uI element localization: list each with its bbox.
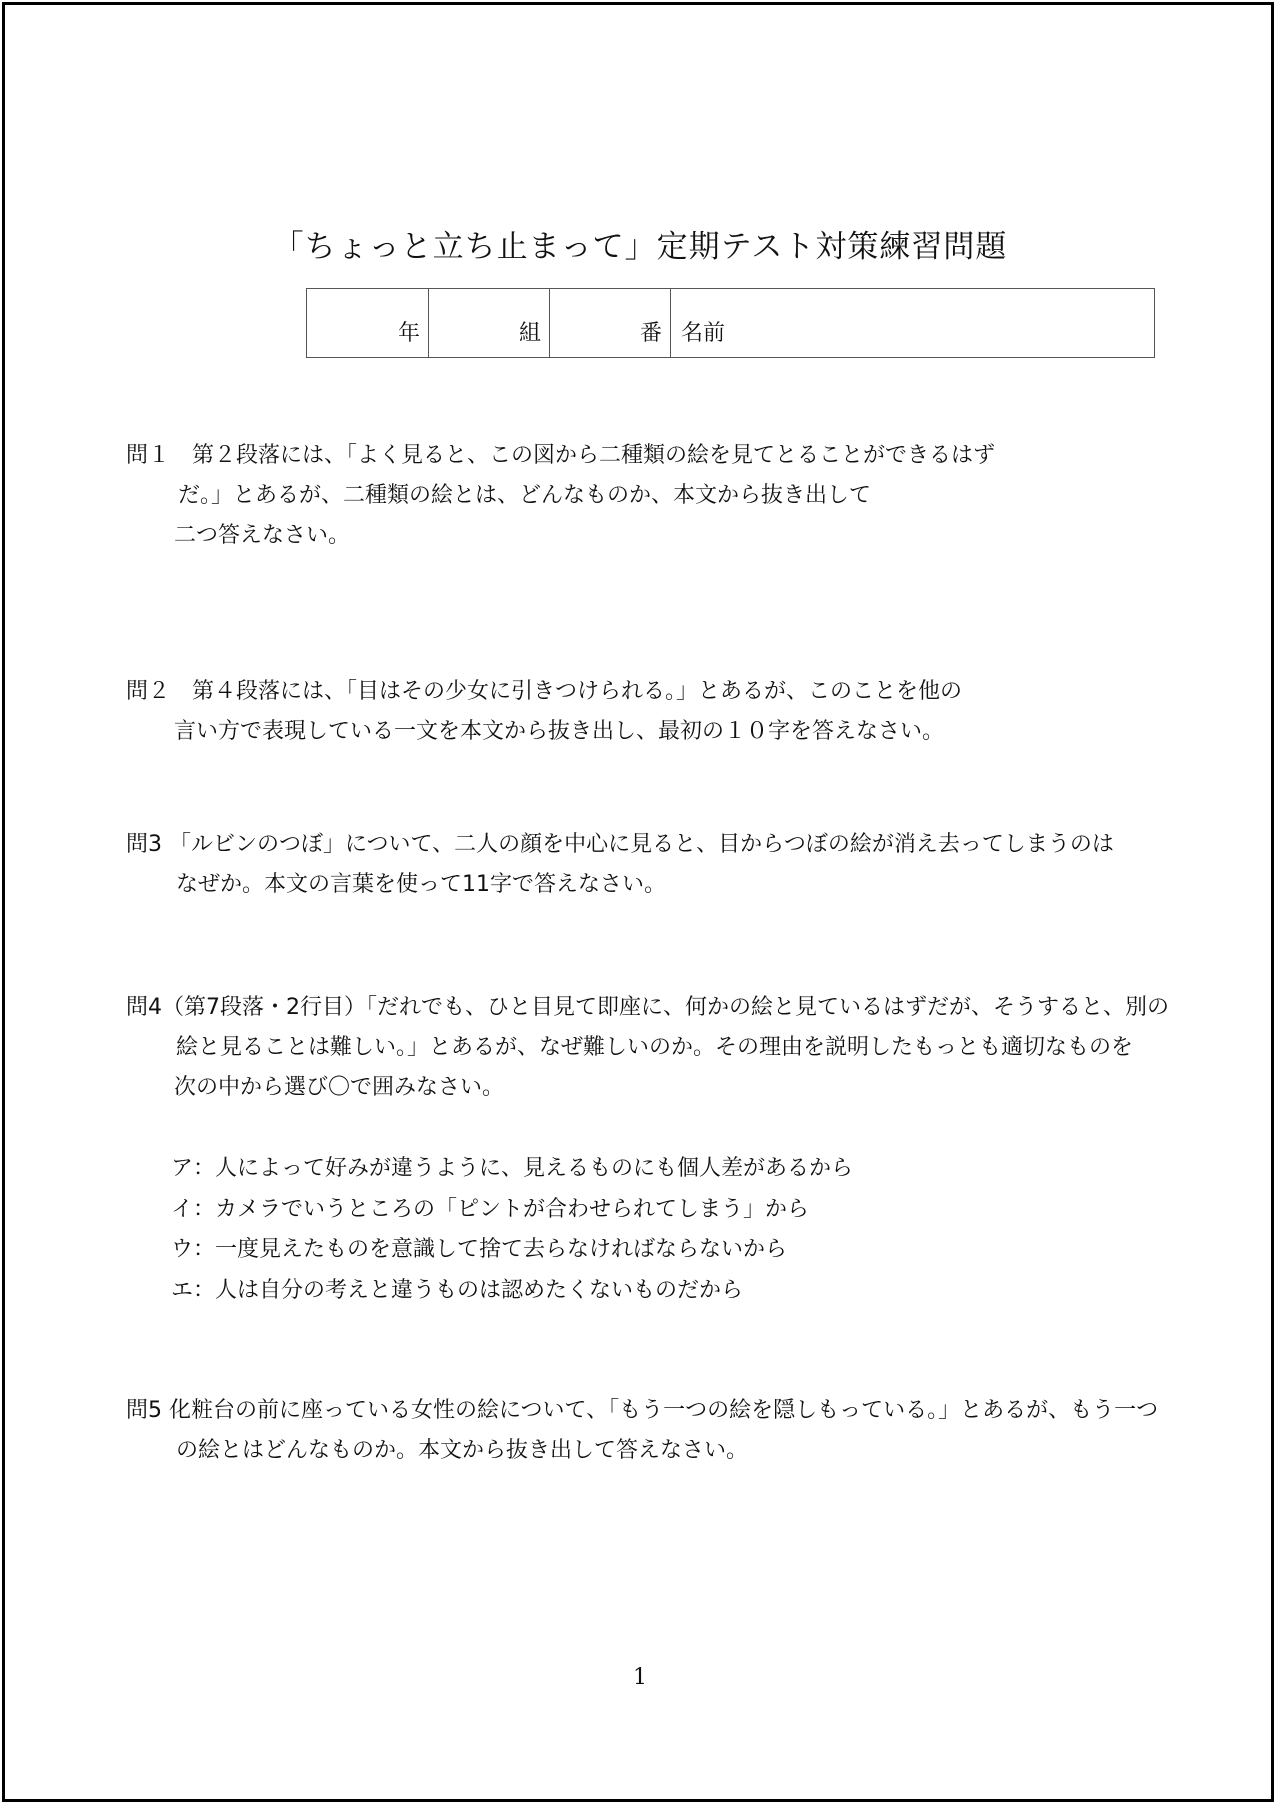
question-5	[126, 1391, 1158, 1471]
question-line: 問１ 第２段落には、「よく見ると、この図から二種類の絵を見てとることができるはず	[126, 443, 996, 468]
year-field[interactable]: 年	[307, 289, 429, 358]
question-1	[126, 436, 995, 556]
question-2	[126, 672, 962, 752]
question-line: 問4（第7段落・2行目）「だれでも、ひと目見て即座に、何かの絵と見ているはずだが、そうすると、別の	[126, 995, 1169, 1020]
question-line: の絵とはどんなものか。本文から抜き出して答えなさい。	[176, 1438, 749, 1463]
question-line: 次の中から選び〇で囲みなさい。	[174, 1075, 505, 1100]
question-line: 絵と見ることは難しい。」とあるが、なぜ難しいのか。その理由を説明したもっとも適切なものを	[176, 1035, 1134, 1060]
question-line: 問3 「ルビンのつぼ」について、二人の顔を中心に見ると、目からつぼの絵が消え去ってしまうのは	[126, 832, 1114, 857]
class-field[interactable]: 組	[429, 289, 550, 358]
question-3	[126, 825, 1114, 905]
question-line: 言い方で表現している一文を本文から抜き出し、最初の１０字を答えなさい。	[174, 719, 945, 744]
question-line: なぜか。本文の言葉を使って11字で答えなさい。	[176, 872, 666, 897]
question-4	[126, 988, 1169, 1108]
choice-i[interactable]: イ：カメラでいうところの「ピントが合わせられてしまう」から	[171, 1196, 810, 1222]
question-line: 問２ 第４段落には、「目はその少女に引きつけられる。」とあるが、このことを他の	[126, 679, 963, 704]
question-line: だ。」とあるが、二種類の絵とは、どんなものか、本文から抜き出して	[178, 483, 872, 508]
number-field[interactable]: 番	[550, 289, 671, 358]
question-line: 二つ答えなさい。	[174, 523, 351, 548]
page-number: 1	[633, 1665, 647, 1690]
choice-a[interactable]: ア：人によって好みが違うように、見えるものにも個人差があるから	[171, 1156, 854, 1181]
question-4-choices	[171, 1149, 853, 1311]
name-entry-table	[306, 288, 1155, 358]
choice-e[interactable]: エ：人は自分の考えと違うものは認めたくないものだから	[171, 1277, 744, 1303]
question-line: 問5 化粧台の前に座っている女性の絵について、「もう一つの絵を隠しもっている。」とあるが、もう一つ	[126, 1398, 1159, 1423]
choice-u[interactable]: ウ：一度見えたものを意識して捨て去らなければならないから	[171, 1237, 788, 1262]
worksheet-title: 「ちょっと立ち止まって」定期テスト対策練習問題	[272, 228, 1008, 265]
name-field[interactable]: 名前	[671, 289, 1155, 358]
